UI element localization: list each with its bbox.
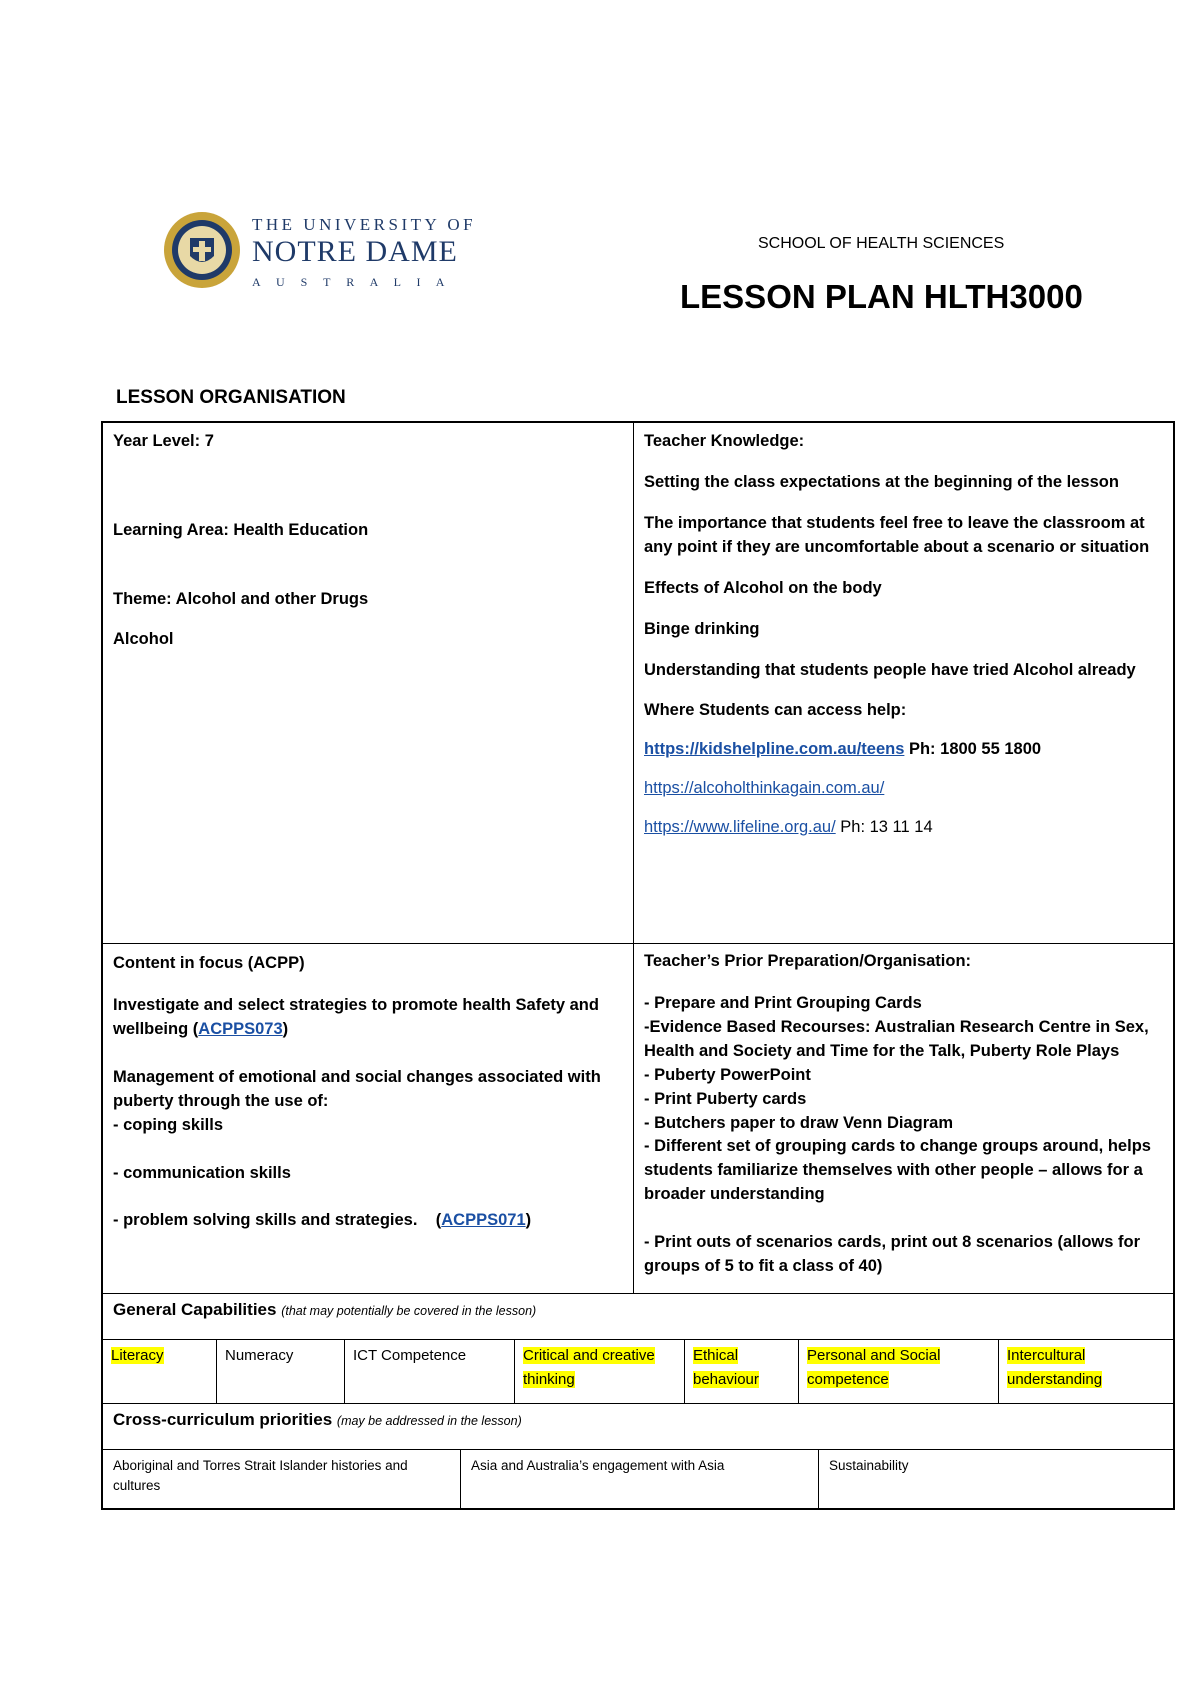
knowledge-item: The importance that students feel free to leave the classroom at any point if they are uncomfortable about a scenario or situation	[644, 513, 1150, 557]
priority-asia: Asia and Australia’s engagement with Asia	[471, 1458, 725, 1473]
preparation-item: - Print Puberty cards	[644, 1089, 807, 1108]
knowledge-item: Setting the class expectations at the beginning of the lesson	[644, 472, 1119, 491]
capability-ethical: Ethical behaviour	[693, 1347, 759, 1388]
kidshelpline-phone: Ph: 1800 55 1800	[904, 740, 1042, 758]
general-capabilities-title: General Capabilities	[113, 1300, 277, 1319]
theme: Theme: Alcohol and other Drugs	[113, 589, 369, 608]
general-capabilities-note: (that may potentially be covered in the lesson)	[281, 1304, 537, 1318]
table-row	[103, 423, 1173, 943]
capability-cell	[514, 1340, 684, 1403]
page-title: LESSON PLAN HLTH3000	[680, 278, 1083, 315]
capability-ict: ICT Competence	[353, 1347, 467, 1364]
capability-cell	[103, 1340, 216, 1403]
cross-curriculum-title: Cross-curriculum priorities	[113, 1410, 333, 1429]
skill-item: - communication skills	[113, 1163, 291, 1182]
content-item: Investigate and select strategies to promote health Safety and wellbeing (ACPPS073)	[113, 995, 599, 1038]
help-line	[644, 737, 1163, 762]
teacher-knowledge-cell	[633, 423, 1173, 943]
priority-cell	[103, 1450, 460, 1508]
learning-area: Learning Area: Health Education	[113, 520, 369, 539]
teacher-knowledge-heading: Teacher Knowledge:	[644, 432, 805, 450]
school-name: SCHOOL OF HEALTH SCIENCES	[758, 235, 1005, 252]
content-item: Management of emotional and social changes associated with puberty through the use of:	[113, 1067, 601, 1110]
capability-cell	[798, 1340, 998, 1403]
priority-cell	[818, 1450, 1173, 1508]
kidshelpline-link[interactable]: https://kidshelpline.com.au/teens	[644, 740, 905, 758]
capability-literacy: Literacy	[111, 1347, 164, 1364]
knowledge-item: Where Students can access help:	[644, 701, 907, 720]
preparation-item: - Print outs of scenarios cards, print out 8 scenarios (allows for groups of 5 to fit a class of 40)	[644, 1233, 1141, 1276]
help-line	[644, 815, 1163, 840]
university-logo	[160, 208, 480, 292]
preparation-cell	[633, 944, 1173, 1293]
knowledge-item: Effects of Alcohol on the body	[644, 579, 882, 597]
table-row	[103, 943, 1173, 1293]
general-capabilities-row	[103, 1339, 1173, 1403]
lifeline-link[interactable]: https://www.lifeline.org.au/	[644, 817, 836, 836]
cross-curriculum-heading	[103, 1404, 532, 1449]
capability-cell	[344, 1340, 514, 1403]
year-level: Year Level: 7	[113, 432, 214, 450]
curriculum-code[interactable]: ACPPS073	[198, 1019, 283, 1038]
capability-intercultural: Intercultural understanding	[1007, 1347, 1103, 1388]
preparation-item: - Prepare and Print Grouping Cards	[644, 993, 922, 1012]
content-item-text: Investigate and select strategies to promote health Safety and wellbeing	[113, 995, 599, 1038]
cross-curriculum-header-row	[103, 1403, 1173, 1449]
lesson-organisation-table	[101, 421, 1175, 1510]
topic: Alcohol	[113, 630, 174, 649]
preparation-item: - Butchers paper to draw Venn Diagram	[644, 1113, 953, 1132]
skill-item-text: - problem solving skills and strategies.	[113, 1211, 418, 1230]
logo-line3: A U S T R A L I A	[252, 275, 451, 289]
curriculum-code[interactable]: ACPPS071	[441, 1211, 526, 1230]
capability-cell	[216, 1340, 344, 1403]
cross-curriculum-note: (may be addressed in the lesson)	[336, 1414, 522, 1428]
general-capabilities-header-row	[103, 1293, 1173, 1339]
preparation-item: - Puberty PowerPoint	[644, 1065, 811, 1084]
preparation-item: -Evidence Based Recourses: Australian Research Centre in Sex, Health and Society and Time for the Talk, Puberty Role Plays	[644, 1017, 1149, 1060]
skill-item: - problem solving skills and strategies. (ACPPS071)	[113, 1211, 532, 1230]
content-focus-heading: Content in focus (ACPP)	[113, 954, 305, 972]
section-title: LESSON ORGANISATION	[116, 387, 346, 408]
capability-personal-social: Personal and Social competence	[807, 1347, 941, 1388]
crest-icon	[160, 208, 480, 292]
capability-cell	[998, 1340, 1173, 1403]
logo-line2: NOTRE DAME	[252, 235, 458, 268]
lifeline-phone: Ph: 13 11 14	[835, 817, 933, 836]
alcoholthinkagain-link[interactable]: https://alcoholthinkagain.com.au/	[644, 778, 885, 797]
content-focus-cell	[103, 944, 633, 1293]
knowledge-item: Understanding that students people have tried Alcohol already	[644, 660, 1136, 679]
capability-numeracy: Numeracy	[225, 1347, 294, 1364]
logo-line1: THE UNIVERSITY OF	[252, 215, 477, 234]
capability-critical-thinking: Critical and creative thinking	[523, 1347, 655, 1388]
general-capabilities-heading	[103, 1294, 546, 1339]
help-line	[644, 776, 1163, 801]
skill-item: - coping skills	[113, 1115, 224, 1134]
capability-cell	[684, 1340, 798, 1403]
priority-sustainability: Sustainability	[829, 1458, 909, 1473]
cross-curriculum-row	[103, 1449, 1173, 1508]
preparation-item: - Different set of grouping cards to change groups around, helps students familiarize themselves with other people – allows for a broader understanding	[644, 1137, 1151, 1204]
knowledge-item: Binge drinking	[644, 619, 760, 638]
priority-cell	[460, 1450, 818, 1508]
priority-aboriginal: Aboriginal and Torres Strait Islander histories and cultures	[113, 1458, 408, 1493]
preparation-list	[644, 992, 1163, 1207]
preparation-heading: Teacher’s Prior Preparation/Organisation:	[644, 952, 972, 970]
lesson-details-cell	[103, 423, 633, 943]
